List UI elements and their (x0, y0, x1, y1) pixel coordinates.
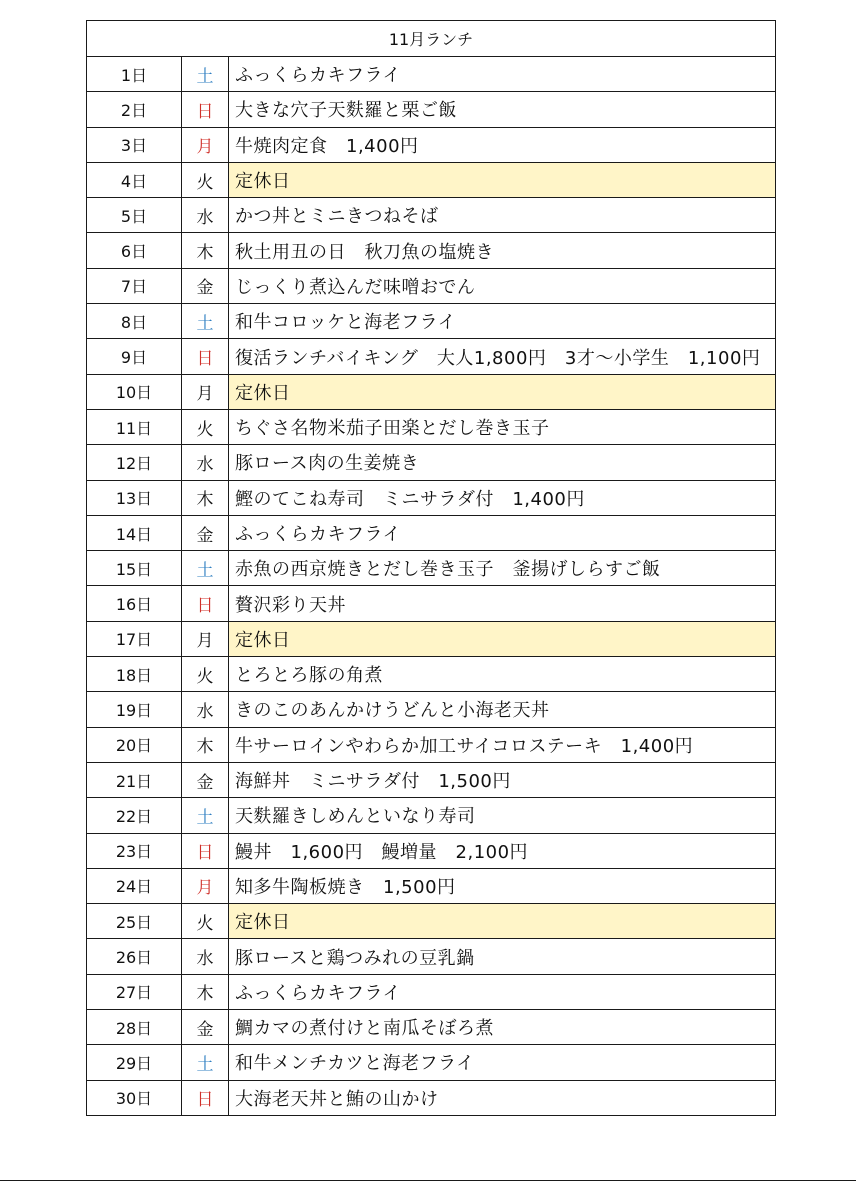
title-row (87, 21, 776, 57)
table-row (87, 339, 776, 374)
date-cell: 30日 (87, 1080, 182, 1115)
date-cell: 16日 (87, 586, 182, 621)
weekday-cell: 月 (182, 127, 229, 162)
table-row (87, 409, 776, 444)
date-cell: 6日 (87, 233, 182, 268)
menu-item-cell: 鯛カマの煮付けと南瓜そぼろ煮 (229, 1010, 776, 1045)
date-cell: 24日 (87, 868, 182, 903)
weekday-cell: 土 (182, 57, 229, 92)
menu-item-cell: とろとろ豚の角煮 (229, 657, 776, 692)
menu-item-cell: ちぐさ名物米茄子田楽とだし巻き玉子 (229, 409, 776, 444)
menu-item-cell: ふっくらカキフライ (229, 515, 776, 550)
date-cell: 5日 (87, 198, 182, 233)
weekday-cell: 水 (182, 445, 229, 480)
table-row (87, 974, 776, 1009)
date-cell: 13日 (87, 480, 182, 515)
menu-item-cell: 豚ロースと鶏つみれの豆乳鍋 (229, 939, 776, 974)
menu-item-cell: 天麩羅きしめんといなり寿司 (229, 798, 776, 833)
table-row (87, 480, 776, 515)
closed-day-cell: 定休日 (229, 621, 776, 656)
table-row (87, 268, 776, 303)
weekday-cell: 火 (182, 162, 229, 197)
table-row (87, 692, 776, 727)
table-row (87, 233, 776, 268)
weekday-cell: 金 (182, 515, 229, 550)
date-cell: 20日 (87, 727, 182, 762)
table-row (87, 445, 776, 480)
table-row (87, 727, 776, 762)
weekday-cell: 日 (182, 339, 229, 374)
weekday-cell: 火 (182, 657, 229, 692)
weekday-cell: 金 (182, 1010, 229, 1045)
closed-day-cell: 定休日 (229, 904, 776, 939)
menu-item-cell: 赤魚の西京焼きとだし巻き玉子 釜揚げしらすご飯 (229, 551, 776, 586)
date-cell: 2日 (87, 92, 182, 127)
weekday-cell: 日 (182, 1080, 229, 1115)
menu-item-cell: 和牛メンチカツと海老フライ (229, 1045, 776, 1080)
date-cell: 18日 (87, 657, 182, 692)
menu-item-cell: 知多牛陶板焼き 1,500円 (229, 868, 776, 903)
date-cell: 17日 (87, 621, 182, 656)
closed-day-cell: 定休日 (229, 162, 776, 197)
date-cell: 11日 (87, 409, 182, 444)
menu-item-cell: じっくり煮込んだ味噌おでん (229, 268, 776, 303)
weekday-cell: 火 (182, 904, 229, 939)
table-row (87, 127, 776, 162)
weekday-cell: 月 (182, 868, 229, 903)
table-row (87, 762, 776, 797)
table-row (87, 551, 776, 586)
weekday-cell: 土 (182, 1045, 229, 1080)
date-cell: 10日 (87, 374, 182, 409)
date-cell: 15日 (87, 551, 182, 586)
weekday-cell: 日 (182, 586, 229, 621)
table-row (87, 1045, 776, 1080)
menu-item-cell: きのこのあんかけうどんと小海老天丼 (229, 692, 776, 727)
lunch-menu-table (86, 20, 776, 1116)
table-row (87, 868, 776, 903)
menu-item-cell: 鰻丼 1,600円 鰻増量 2,100円 (229, 833, 776, 868)
date-cell: 1日 (87, 57, 182, 92)
weekday-cell: 土 (182, 798, 229, 833)
date-cell: 28日 (87, 1010, 182, 1045)
table-row (87, 904, 776, 939)
weekday-cell: 木 (182, 974, 229, 1009)
table-title: 11月ランチ (87, 21, 776, 57)
date-cell: 12日 (87, 445, 182, 480)
menu-item-cell: 大きな穴子天麩羅と栗ご飯 (229, 92, 776, 127)
weekday-cell: 木 (182, 727, 229, 762)
menu-item-cell: 贅沢彩り天丼 (229, 586, 776, 621)
table-row (87, 798, 776, 833)
weekday-cell: 金 (182, 762, 229, 797)
table-row (87, 57, 776, 92)
menu-item-cell: ふっくらカキフライ (229, 57, 776, 92)
table-row (87, 304, 776, 339)
date-cell: 14日 (87, 515, 182, 550)
weekday-cell: 月 (182, 621, 229, 656)
menu-item-cell: 牛焼肉定食 1,400円 (229, 127, 776, 162)
date-cell: 25日 (87, 904, 182, 939)
weekday-cell: 月 (182, 374, 229, 409)
menu-item-cell: 秋土用丑の日 秋刀魚の塩焼き (229, 233, 776, 268)
menu-item-cell: 鰹のてこね寿司 ミニサラダ付 1,400円 (229, 480, 776, 515)
table-row (87, 515, 776, 550)
table-row (87, 198, 776, 233)
date-cell: 9日 (87, 339, 182, 374)
table-row (87, 1010, 776, 1045)
weekday-cell: 水 (182, 198, 229, 233)
date-cell: 19日 (87, 692, 182, 727)
date-cell: 27日 (87, 974, 182, 1009)
bottom-divider (0, 1180, 856, 1181)
closed-day-cell: 定休日 (229, 374, 776, 409)
date-cell: 26日 (87, 939, 182, 974)
date-cell: 4日 (87, 162, 182, 197)
table-row (87, 657, 776, 692)
table-row (87, 162, 776, 197)
table-row (87, 1080, 776, 1115)
menu-item-cell: 豚ロース肉の生姜焼き (229, 445, 776, 480)
date-cell: 21日 (87, 762, 182, 797)
weekday-cell: 水 (182, 939, 229, 974)
date-cell: 7日 (87, 268, 182, 303)
weekday-cell: 土 (182, 551, 229, 586)
menu-table-body (87, 21, 776, 1116)
date-cell: 22日 (87, 798, 182, 833)
weekday-cell: 日 (182, 833, 229, 868)
date-cell: 23日 (87, 833, 182, 868)
menu-item-cell: 海鮮丼 ミニサラダ付 1,500円 (229, 762, 776, 797)
weekday-cell: 火 (182, 409, 229, 444)
table-row (87, 92, 776, 127)
weekday-cell: 日 (182, 92, 229, 127)
table-row (87, 833, 776, 868)
menu-item-cell: かつ丼とミニきつねそば (229, 198, 776, 233)
menu-item-cell: 牛サーロインやわらか加工サイコロステーキ 1,400円 (229, 727, 776, 762)
menu-item-cell: ふっくらカキフライ (229, 974, 776, 1009)
table-row (87, 621, 776, 656)
weekday-cell: 木 (182, 480, 229, 515)
table-row (87, 374, 776, 409)
table-row (87, 939, 776, 974)
weekday-cell: 金 (182, 268, 229, 303)
menu-item-cell: 大海老天丼と鮪の山かけ (229, 1080, 776, 1115)
menu-item-cell: 復活ランチバイキング 大人1,800円 3才～小学生 1,100円 (229, 339, 776, 374)
weekday-cell: 土 (182, 304, 229, 339)
menu-item-cell: 和牛コロッケと海老フライ (229, 304, 776, 339)
table-row (87, 586, 776, 621)
weekday-cell: 木 (182, 233, 229, 268)
date-cell: 8日 (87, 304, 182, 339)
weekday-cell: 水 (182, 692, 229, 727)
date-cell: 29日 (87, 1045, 182, 1080)
date-cell: 3日 (87, 127, 182, 162)
